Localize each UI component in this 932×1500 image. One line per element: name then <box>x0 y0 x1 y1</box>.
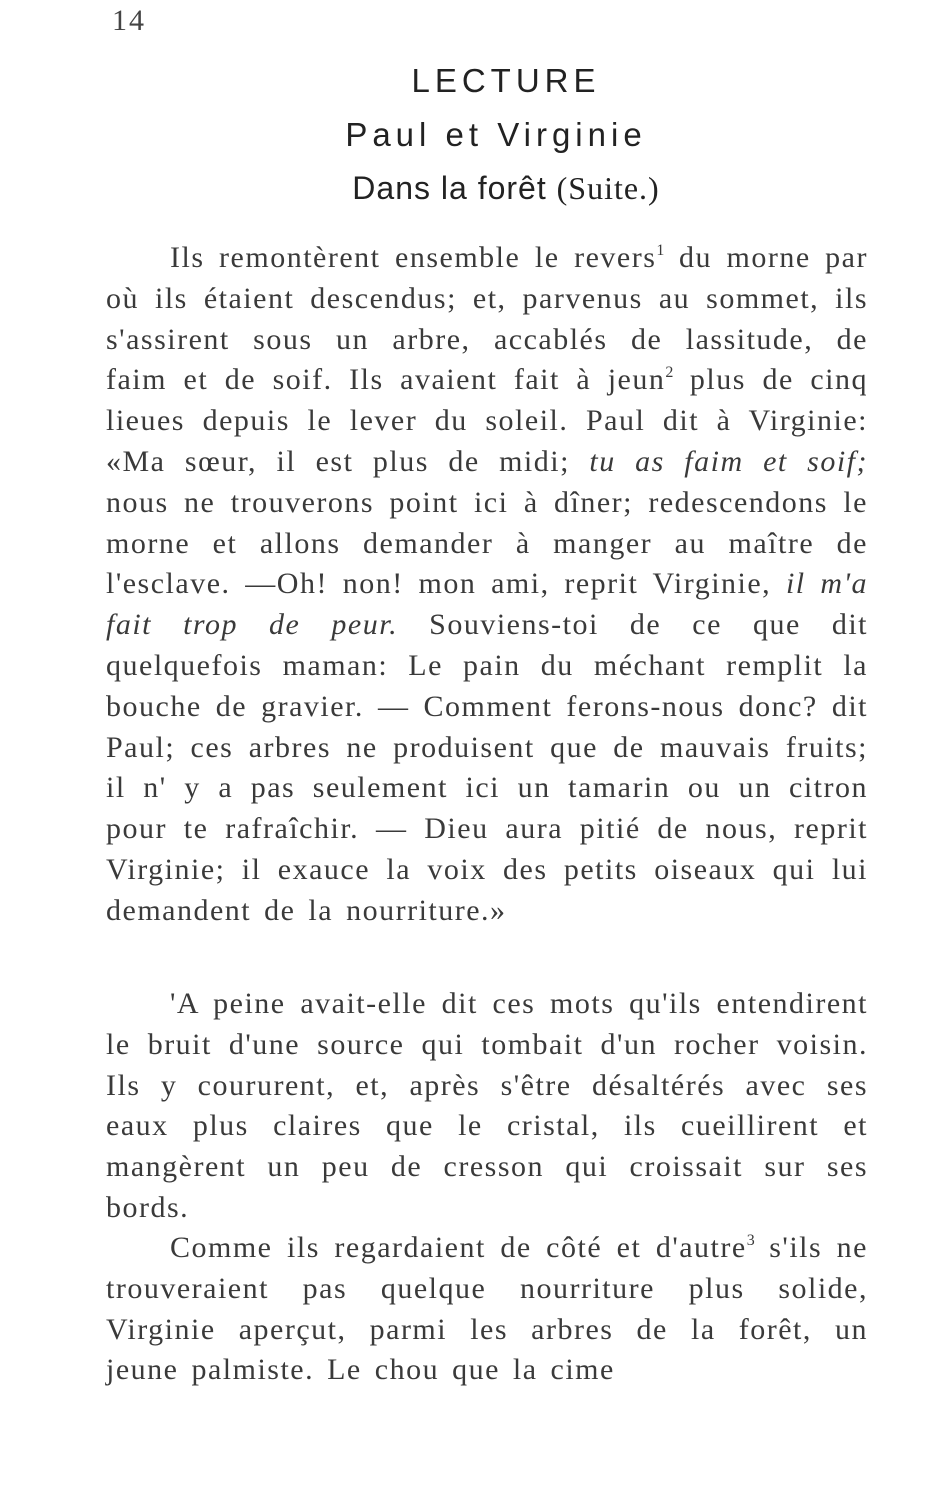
footnote-ref-1: 1 <box>656 242 665 259</box>
chapter-subtitle <box>0 170 932 207</box>
footnote-ref-3: 3 <box>746 1232 755 1249</box>
text-segment: Ils remontèrent ensemble le revers <box>170 241 657 274</box>
text-segment: 'A peine avait-elle dit ces mots qu'ils entendirent le bruit d'une source qui tombait d'un rocher voisin. Ils y coururent, et, après s'être désaltérés avec ses eaux plus claires que le cristal, ils cueillirent et mangèrent un peu de cresson qui croissait sur ses bords. <box>106 987 868 1224</box>
italic-phrase: il m'a fait trop de peur. <box>106 567 868 642</box>
text-segment: s'ils ne trouveraient pas quelque nourriture plus solide, Virginie aperçut, parmi les arbres de la forêt, un jeune palmiste. Le chou que la cime <box>106 1231 868 1387</box>
text-segment: du morne par où ils étaient descendus; et, parvenus au sommet, ils s'assirent sous un arbre, accablés de lassitude, de faim et de soif. Ils avaient fait à jeun <box>106 241 868 397</box>
subtitle-suite: (Suite.) <box>556 170 660 206</box>
story-title: Paul et Virginie <box>345 116 647 153</box>
paragraph-3 <box>106 1228 868 1391</box>
paragraph-2 <box>106 984 868 1229</box>
section-heading: LECTURE <box>411 62 601 99</box>
text-segment: nous ne trouverons point ici à dîner; redescendons le morne et allons demander à manger au maître de l'esclave. —Oh! non! mon ami, reprit Virginie, <box>106 485 868 601</box>
paragraph-1 <box>106 238 868 932</box>
footnote-ref-2: 2 <box>665 364 674 382</box>
text-segment: plus de cinq lieues depuis le lever du soleil. Paul dit à Virginie: «Ma sœur, il est plus de midi; <box>106 363 868 478</box>
subtitle-main: Dans la forêt <box>352 170 547 206</box>
text-segment: Comme ils regardaient de côté et d'autre <box>170 1231 747 1264</box>
italic-phrase: tu as faim et soif; <box>589 444 869 478</box>
text-segment: Souviens-toi de ce que dit quelquefois maman: Le pain du méchant remplit la bouche de gravier. — Comment ferons-nous donc? dit Paul; ces arbres ne produisent que de mauvais fruits; il n' y a pas seulement ici un tamarin ou un citron pour te rafraîchir. — Dieu aura pitié de nous, reprit Virginie; il exauce la voix des petits oiseaux qui lui demandent de la nourriture.» <box>106 608 868 927</box>
page-number: 14 <box>112 4 146 37</box>
